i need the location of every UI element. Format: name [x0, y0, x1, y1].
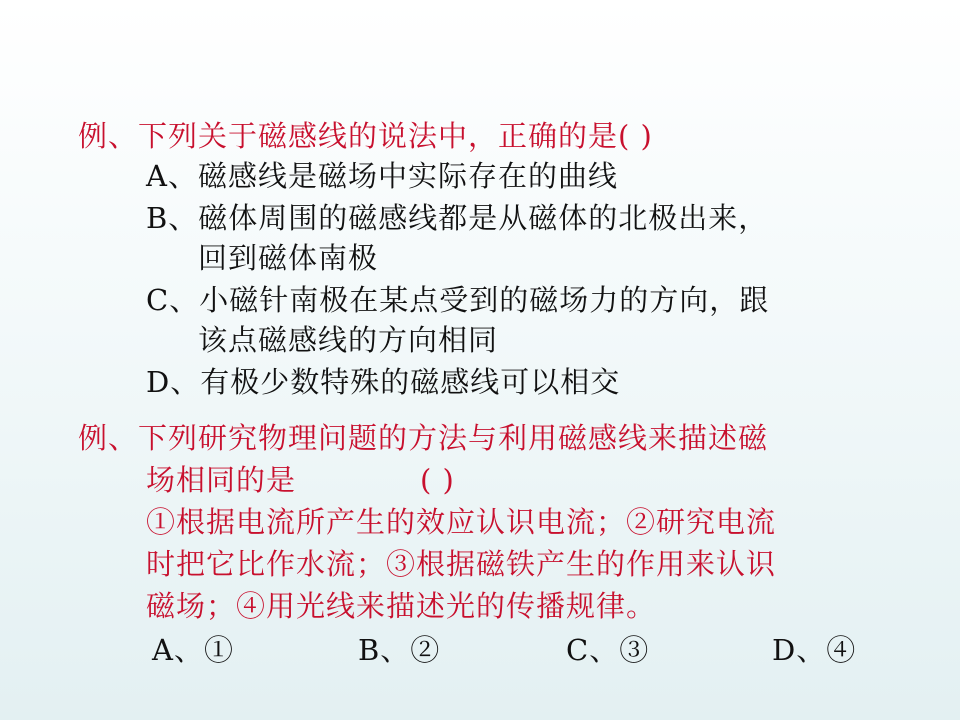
question-2-answer-blank: ( ): [420, 463, 455, 497]
question-2-option-c: C、③: [566, 633, 650, 667]
question-2-option-a: A、①: [152, 633, 234, 667]
question-2-stem: 例、下列研究物理问题的方法与利用磁感线来描述磁: [78, 421, 769, 455]
question-1-option-d: D、有极少数特殊的磁感线可以相交: [146, 365, 621, 399]
question-1-option-c: C、小磁针南极在某点受到的磁场力的方向，跟: [146, 283, 770, 317]
question-2-body-line-1: ①根据电流所产生的效应认识电流；②研究电流: [146, 505, 777, 539]
question-1-stem: 例、下列关于磁感线的说法中，正确的是( ): [78, 119, 653, 153]
question-1-option-c-continuation: 该点磁感线的方向相同: [198, 323, 499, 357]
question-1-option-a: A、磁感线是磁场中实际存在的曲线: [146, 159, 618, 193]
question-1-option-b-continuation: 回到磁体南极: [198, 241, 379, 275]
question-2-stem-continuation: 场相同的是: [146, 463, 297, 497]
question-2-body-line-3: 磁场；④用光线来描述光的传播规律。: [146, 589, 657, 623]
question-2-body-line-2: 时把它比作水流；③根据磁铁产生的作用来认识: [146, 547, 777, 581]
question-2-option-b: B、②: [358, 633, 441, 667]
question-1-option-b: B、磁体周围的磁感线都是从磁体的北极出来，: [146, 201, 769, 235]
question-2-option-d: D、④: [772, 633, 857, 667]
